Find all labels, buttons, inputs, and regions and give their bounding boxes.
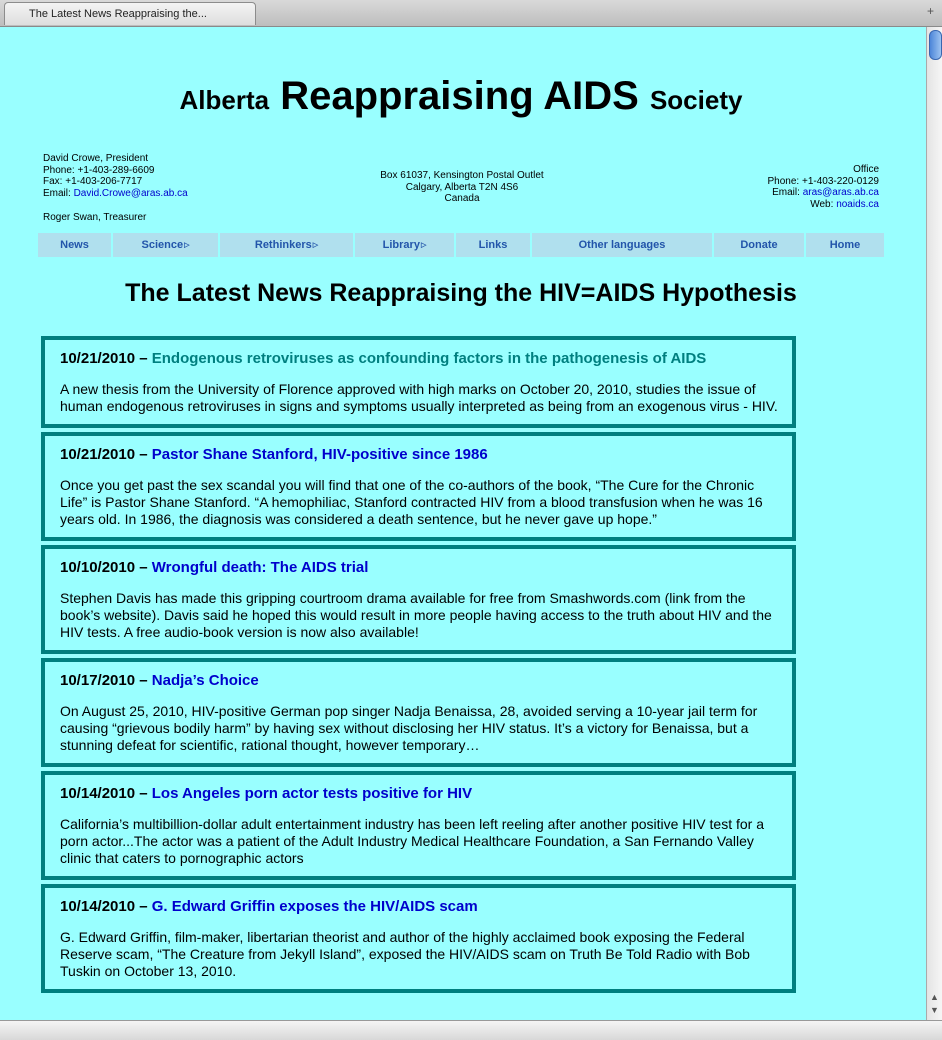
nav-links-label: Links bbox=[478, 239, 508, 251]
president-email-link[interactable]: David.Crowe@aras.ab.ca bbox=[73, 187, 188, 199]
office-label: Office bbox=[853, 164, 879, 175]
president-name: David Crowe, President bbox=[43, 153, 149, 164]
news-item-title-row bbox=[60, 898, 778, 916]
news-list bbox=[41, 336, 796, 997]
site-title-main: Reappraising AIDS bbox=[280, 74, 639, 118]
news-item-date: 10/14/2010 bbox=[60, 785, 136, 802]
scroll-up-arrow-icon[interactable]: ▲ bbox=[930, 992, 939, 1002]
news-item-summary: Stephen Davis has made this gripping courtroom drama available for free from Smashwords.com (link from the book’s website). Davis said he hoped this would result in more people having access to the truth about HIV and the HIV tests. A free audio-book version is now also available! bbox=[60, 590, 772, 640]
president-fax: Fax: +1-403-206-7717 bbox=[43, 176, 143, 188]
contact-address bbox=[352, 170, 572, 205]
news-item-summary: Once you get past the sex scandal you will find that one of the co-authors of the book, “The Cure for the Chronic Life” is Pastor Shane Stanford. “A hemophiliac, Stanford contracted HIV from a blood transfusion when he was 16 years old. In 1986, the diagnosis was considered a death sentence, but he never gave up hope.” bbox=[60, 477, 763, 527]
scroll-down-arrow-icon[interactable]: ▼ bbox=[930, 1005, 939, 1015]
nav-rethinkers-label: Rethinkers bbox=[254, 239, 312, 251]
news-item bbox=[41, 771, 796, 880]
browser-tab-bar bbox=[0, 0, 942, 27]
nav-other-languages-label: Other languages bbox=[578, 239, 666, 251]
news-item-title-row bbox=[60, 785, 778, 803]
contact-president bbox=[43, 153, 188, 224]
scrollbar-thumb[interactable] bbox=[929, 30, 942, 60]
page-title: The Latest News Reappraising the HIV=AIDS Hypothesis bbox=[125, 279, 797, 307]
office-phone: Phone: +1-403-220-0129 bbox=[767, 175, 879, 187]
news-item bbox=[41, 432, 796, 541]
news-item-link[interactable]: G. Edward Griffin exposes the HIV/AIDS scam bbox=[151, 898, 478, 915]
news-item-dash: – bbox=[139, 898, 148, 915]
site-title-prefix: Alberta bbox=[179, 85, 270, 115]
treasurer-name: Roger Swan, Treasurer bbox=[43, 212, 147, 224]
nav-links[interactable] bbox=[456, 233, 532, 257]
news-item bbox=[41, 884, 796, 993]
news-item bbox=[41, 545, 796, 654]
nav-news-label: News bbox=[60, 239, 89, 251]
new-tab-icon[interactable]: + bbox=[926, 4, 934, 18]
contact-office bbox=[660, 164, 879, 210]
news-item-dash: – bbox=[139, 785, 148, 802]
news-item bbox=[41, 336, 796, 428]
news-item-title-row bbox=[60, 446, 778, 464]
office-email-row bbox=[660, 187, 879, 199]
nav-science[interactable] bbox=[113, 233, 220, 257]
nav-science-label: Science bbox=[141, 239, 184, 251]
vertical-scrollbar[interactable] bbox=[926, 27, 942, 1020]
submenu-arrow-icon: ▷ bbox=[312, 242, 319, 249]
news-item-link[interactable]: Endogenous retroviruses as confounding factors in the pathogenesis of AIDS bbox=[151, 350, 707, 367]
nav-library-label: Library bbox=[382, 239, 420, 251]
nav-news[interactable] bbox=[38, 233, 113, 257]
president-email-row bbox=[43, 188, 188, 200]
news-item-summary: A new thesis from the University of Florence approved with high marks on October 20, 2010, studies the issue of human endogenous retroviruses in signs and symptoms usually interpreted as being from an exogenous virus - HIV. bbox=[60, 381, 778, 414]
office-email-link[interactable]: aras@aras.ab.ca bbox=[802, 187, 879, 199]
news-item-dash: – bbox=[139, 672, 148, 689]
news-item-date: 10/17/2010 bbox=[60, 672, 136, 689]
office-web-row bbox=[660, 199, 879, 211]
news-item-dash: – bbox=[139, 559, 148, 576]
nav-other-languages[interactable] bbox=[532, 233, 714, 257]
nav-rethinkers[interactable] bbox=[220, 233, 355, 257]
news-item-date: 10/14/2010 bbox=[60, 898, 136, 915]
site-title-suffix: Society bbox=[649, 85, 743, 115]
news-item-dash: – bbox=[139, 350, 148, 367]
nav-home[interactable] bbox=[806, 233, 884, 257]
news-item-dash: – bbox=[139, 446, 148, 463]
news-item-title-row bbox=[60, 672, 778, 690]
news-item-date: 10/10/2010 bbox=[60, 559, 136, 576]
address-line-2: Calgary, Alberta T2N 4S6 bbox=[405, 181, 519, 193]
news-item-title-row bbox=[60, 559, 778, 577]
news-item-summary: California’s multibillion-dollar adult entertainment industry has been left reeling after another positive HIV test for a porn actor...The actor was a patient of the Adult Industry Medical Healthcare Foundation, a San Fernando Valley clinic that caters to pornographic actors bbox=[60, 816, 764, 866]
browser-tab[interactable]: The Latest News Reappraising the... bbox=[4, 2, 256, 25]
nav-library[interactable] bbox=[355, 233, 456, 257]
office-email-label: Email: bbox=[772, 187, 800, 199]
news-item-summary: G. Edward Griffin, film-maker, libertarian theorist and author of the highly acclaimed book exposing the Federal Reserve scam, “The Creature from Jekyll Island”, exposed the HIV/AIDS scam on Truth Be Told Radio with Bob Tuskin on October 13, 2010. bbox=[60, 929, 750, 979]
president-phone: Phone: +1-403-289-6609 bbox=[43, 164, 155, 176]
page-viewport bbox=[0, 27, 926, 1020]
submenu-arrow-icon: ▷ bbox=[420, 242, 427, 249]
address-line-1: Box 61037, Kensington Postal Outlet bbox=[380, 170, 544, 181]
news-item-link[interactable]: Nadja’s Choice bbox=[151, 672, 259, 689]
office-web-label: Web: bbox=[810, 198, 834, 210]
address-line-3: Canada bbox=[444, 193, 480, 205]
nav-donate[interactable] bbox=[714, 233, 806, 257]
news-item-title-row bbox=[60, 350, 778, 368]
nav-donate-label: Donate bbox=[740, 239, 778, 251]
news-item-link[interactable]: Pastor Shane Stanford, HIV-positive since 1986 bbox=[151, 446, 488, 463]
news-item-date: 10/21/2010 bbox=[60, 446, 136, 463]
news-item-link[interactable]: Los Angeles porn actor tests positive for HIV bbox=[151, 785, 473, 802]
news-item-link[interactable]: Wrongful death: The AIDS trial bbox=[151, 559, 369, 576]
president-email-label: Email: bbox=[43, 187, 71, 199]
window-bottom-bar bbox=[0, 1020, 942, 1040]
news-item-summary: On August 25, 2010, HIV-positive German pop singer Nadja Benaissa, 28, avoided serving a 10-year jail term for causing “grievous bodily harm” by having sex without disclosing her HIV status. It’s a victory for Benaissa, but a stunning defeat for scientific, rational thought, however temporary… bbox=[60, 703, 758, 753]
main-nav bbox=[38, 233, 884, 257]
nav-home-label: Home bbox=[829, 239, 861, 251]
submenu-arrow-icon: ▷ bbox=[184, 242, 190, 249]
office-web-link[interactable]: noaids.ca bbox=[836, 198, 879, 210]
news-item-date: 10/21/2010 bbox=[60, 350, 136, 367]
news-item bbox=[41, 658, 796, 767]
site-title bbox=[0, 74, 922, 119]
